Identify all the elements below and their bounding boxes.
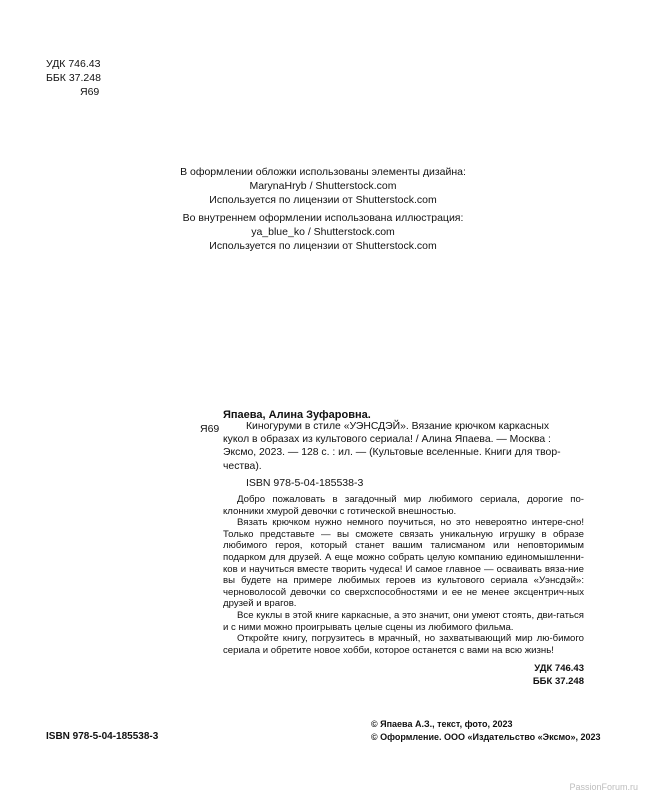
bib-bbk: ББК 37.248 [532, 676, 584, 687]
credits-inner [0, 211, 646, 253]
udk-top: УДК 746.43 [46, 58, 101, 70]
bib-description [223, 420, 584, 473]
code-top: Я69 [80, 86, 100, 98]
annotation-paragraph: Вязать крючком нужно немного поучиться, но это невероятно интере-сно! Только представьте — вы сможете связать уникальную игрушку в образе любимого героя, который станет вашим талисманом или неповторимым подарком для друзей. А еще можно собрать целую компанию единомышленни-ков и научиться вместе творить чудеса! И самое главное — осваивать вяза-ние вы будете на примере любимых героев из культового сериала «Уэнсдэй»: черноволосой девочки со сверхспособностями и ее не менее эксцентрич-ных друзей и врагов. [223, 517, 584, 610]
annotation-paragraph: Откройте книгу, погрузитесь в мрачный, но захватывающий мир лю-бимого сериала и обретите новое хобби, которое останется с вами на всю жизнь! [223, 633, 584, 656]
description-line: Киногуруми в стиле «УЭНСДЭЙ». Вязание крючком каркасных [246, 421, 550, 432]
annotation-paragraph: Все куклы в этой книге каркасные, а это значит, они умеют стоять, дви-гаться и с ними можно проигрывать целые сцены из любимого фильма. [223, 609, 584, 633]
bbk-top: ББК 37.248 [46, 72, 101, 84]
footer-copyright [371, 718, 601, 744]
author-heading: Япаева, Алина Зуфаровна. [223, 409, 371, 421]
copyright-design: © Оформление. ООО «Издательство «Эксмо», 2023 [371, 732, 601, 742]
annotation [223, 494, 584, 656]
watermark: PassionForum.ru [569, 782, 638, 792]
credit-line: ya_blue_ko / Shutterstock.com [251, 226, 395, 238]
credit-line: В оформлении обложки использованы элементы дизайна: [180, 166, 466, 178]
bib-classification [533, 662, 584, 688]
credits-cover [0, 165, 646, 207]
bib-isbn: ISBN 978-5-04-185538-3 [246, 477, 364, 489]
description-line: кукол в образах из культового сериала! / Алина Япаева. — Москва : [223, 434, 551, 446]
bib-code: Я69 [200, 423, 220, 435]
description-line: чества). [223, 460, 262, 472]
footer-isbn: ISBN 978-5-04-185538-3 [46, 731, 159, 742]
credit-line: Используется по лицензии от Shutterstock.com [209, 240, 437, 252]
annotation-paragraph: Добро пожаловать в загадочный мир любимого сериала, дорогие по-клонники хмурой девочки с готической внешностью. [223, 494, 584, 517]
credit-line: MarynaHryb / Shutterstock.com [249, 180, 397, 192]
credit-line: Во внутреннем оформлении использована иллюстрация: [182, 212, 464, 224]
bib-udk: УДК 746.43 [534, 663, 584, 674]
copyright-text: © Япаева А.З., текст, фото, 2023 [371, 719, 513, 729]
credit-line: Используется по лицензии от Shutterstock.com [209, 194, 437, 206]
description-line: Эксмо, 2023. — 128 с. : ил. — (Культовые вселенные. Книги для твор- [223, 447, 561, 459]
